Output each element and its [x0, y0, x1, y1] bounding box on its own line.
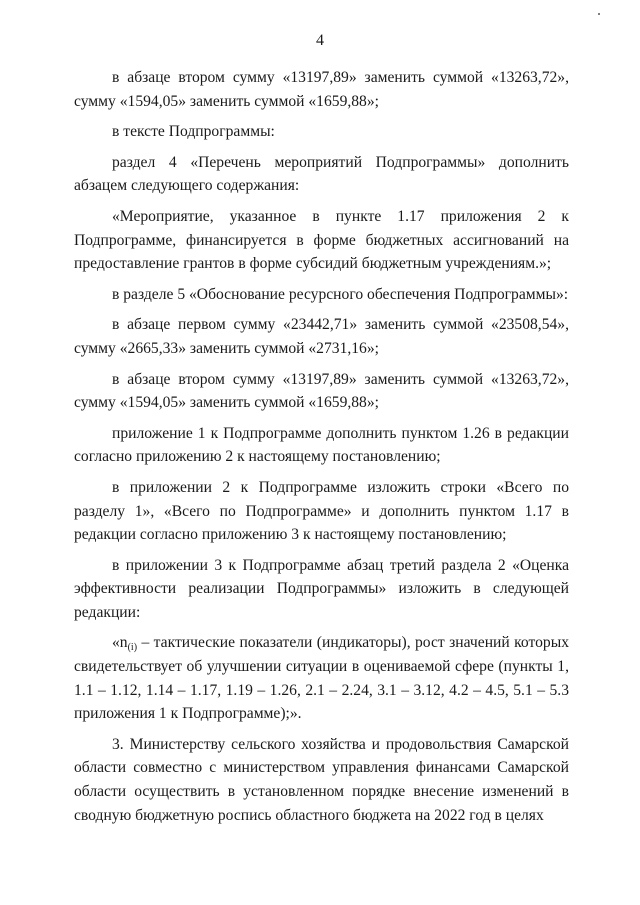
paragraph-10: в приложении 3 к Подпрограмме абзац третий раздела 2 «Оценка эффективности реализации Подпрограммы» изложить в следующей редакции:: [74, 556, 569, 621]
paragraph-7: в абзаце втором сумму «13197,89» заменить суммой «13263,72», сумму «1594,05» заменить суммой «1659,88»;: [74, 370, 569, 412]
document-body: [74, 66, 569, 831]
paragraph-3: раздел 4 «Перечень мероприятий Подпрограммы» дополнить абзацем следующего содержания:: [74, 153, 569, 195]
indicator-open: «n: [112, 634, 128, 652]
paragraph-9: в приложении 2 к Подпрограмме изложить строки «Всего по разделу 1», «Всего по Подпрограмме» и дополнить пунктом 1.17 в редакции согласно приложению 3 к настоящему постановлению;: [74, 478, 569, 544]
indicator-paragraph: [74, 631, 569, 725]
paragraph-2: в тексте Подпрограммы:: [112, 123, 275, 141]
paragraph-final: 3. Министерству сельского хозяйства и продовольствия Самарской области совместно с министерством управления финансами Самарской области осуществить в установленном порядке внесение изменений в сводную бюджетную роспись областного бюджета на 2022 год в целях: [74, 735, 569, 824]
paragraph-1: в абзаце втором сумму «13197,89» заменить суммой «13263,72», сумму «1594,05» заменить суммой «1659,88»;: [74, 69, 569, 110]
paragraph-6: в абзаце первом сумму «23442,71» заменить суммой «23508,54», сумму «2665,33» заменить суммой «2731,16»;: [74, 316, 569, 357]
scan-speck: [598, 13, 600, 15]
indicator-text: – тактические показатели (индикаторы), рост значений которых свидетельствует об улучшении ситуации в оцениваемой сфере (пункты 1, 1.1 – 1.12, 1.14 – 1.17, 1.19 – 1.26, 2.1 – 2.24, 3.1 – 3.12, 4.2 – 4.5, 5.1 – 5.3 приложения 1 к Подпрограмме);».: [74, 634, 569, 723]
paragraph-5: в разделе 5 «Обоснование ресурсного обеспечения Подпрограммы»:: [112, 285, 569, 303]
paragraph-8: приложение 1 к Подпрограмме дополнить пунктом 1.26 в редакции согласно приложению 2 к настоящему постановлению;: [74, 424, 569, 466]
page-number: 4: [316, 32, 324, 49]
paragraph-4: «Мероприятие, указанное в пункте 1.17 приложения 2 к Подпрограмме, финансируется в форме бюджетных ассигнований на предоставление грантов в форме субсидий бюджетным учреждениям.»;: [74, 207, 569, 273]
indicator-subscript: (i): [127, 642, 138, 654]
